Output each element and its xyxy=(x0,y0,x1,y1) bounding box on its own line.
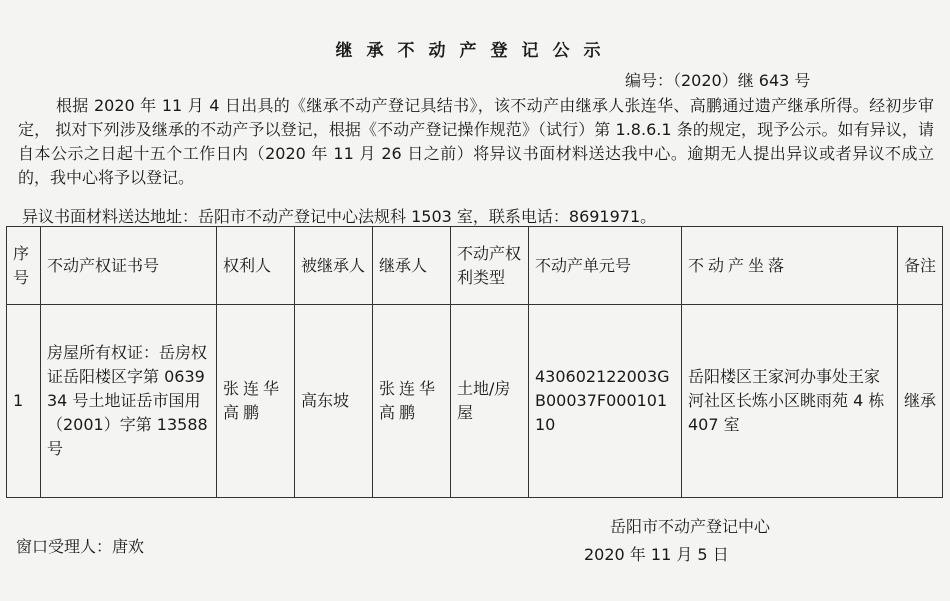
header-heir: 继承人 xyxy=(373,227,451,305)
document-number: 编号：（2020）继 643 号 xyxy=(625,71,811,90)
cell-cert: 房屋所有权证：岳房权证岳阳楼区字第 063934 号土地证岳市国用（2001）字第 13588 号 xyxy=(41,305,217,498)
cell-unit: 430602122003GB00037F00010110 xyxy=(529,305,682,498)
notice-title: 继承不动产登记公示 xyxy=(335,41,615,61)
cell-owner: 张连华高鹏 xyxy=(217,305,295,498)
cell-decedent: 高东坡 xyxy=(295,305,373,498)
cell-location: 岳阳楼区王家河办事处王家河社区长炼小区眺雨苑 4 栋 407 室 xyxy=(682,305,898,498)
cell-type: 土地/房屋 xyxy=(451,305,529,498)
issue-date: 2020 年 11 月 5 日 xyxy=(584,545,729,564)
window-handler: 窗口受理人：唐欢 xyxy=(16,537,145,556)
cell-heir: 张连华高鹏 xyxy=(373,305,451,498)
cell-seq: 1 xyxy=(7,305,41,498)
header-remark: 备注 xyxy=(898,227,943,305)
cell-remark: 继承 xyxy=(898,305,943,498)
header-unit: 不动产单元号 xyxy=(529,227,682,305)
header-seq: 序号 xyxy=(7,227,41,305)
notice-body: 根据 2020 年 11 月 4 日出具的《继承不动产登记具结书》，该不动产由继承人张连华、高鹏通过遗产继承所得。经初步审定， 拟对下列涉及继承的不动产予以登记，根据《不动产登记操作规范》（试行）第 1.8.6.1 条的规定，现予公示。如有异议，请自本公示之日起十五个工作日内（2020 年 11 月 26 日之前）将异议书面材料送达我中心。逾期无人提出异议或者异议不成立的，我中心将予以登记。 xyxy=(18,96,934,187)
table-header-row xyxy=(7,227,943,305)
header-cert: 不动产权证书号 xyxy=(41,227,217,305)
header-type: 不动产权利类型 xyxy=(451,227,529,305)
header-location: 不动产坐落 xyxy=(682,227,898,305)
objection-address: 异议书面材料送达地址：岳阳市不动产登记中心法规科 1503 室，联系电话：8691971。 xyxy=(22,207,657,226)
registration-table xyxy=(6,226,943,498)
header-owner: 权利人 xyxy=(217,227,295,305)
header-decedent: 被继承人 xyxy=(295,227,373,305)
table-row xyxy=(7,305,943,498)
issuing-organization: 岳阳市不动产登记中心 xyxy=(610,517,771,536)
